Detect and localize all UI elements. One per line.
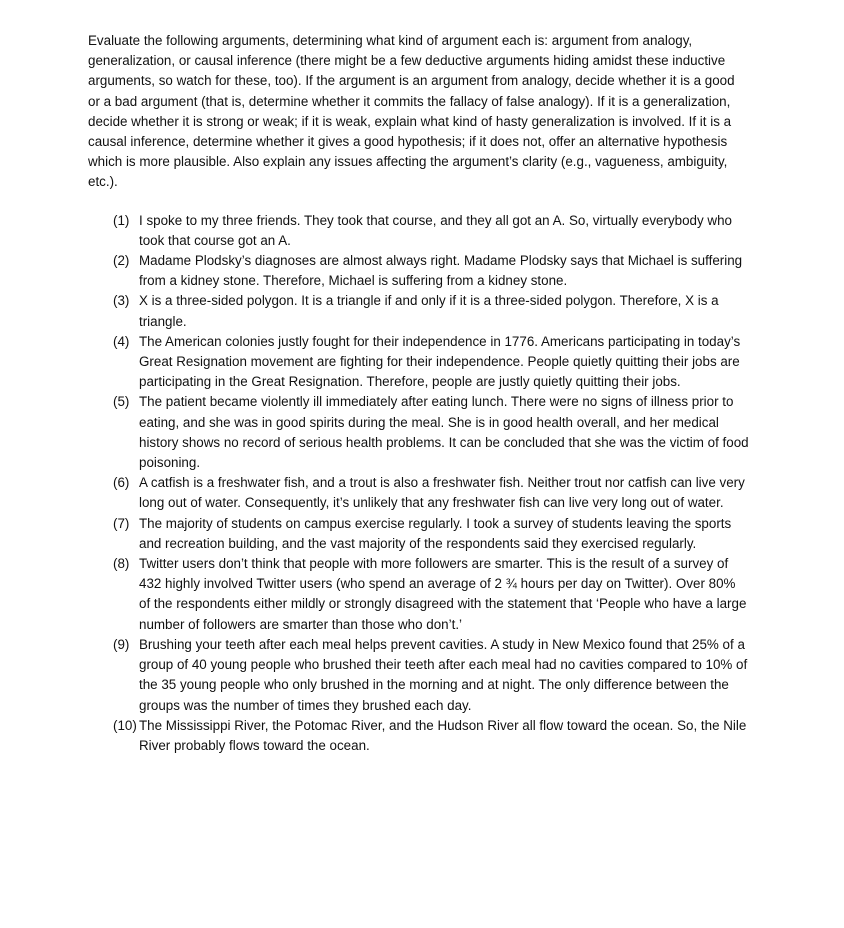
list-item	[113, 332, 750, 393]
item-number: (10)	[113, 717, 137, 733]
item-text: Brushing your teeth after each meal helps prevent cavities. A study in New Mexico found that 25% of a group of 40 young people who brushed their teeth after each meal had no cavities compared to 10% of the 35 young people who only brushed in the morning and at night. The only difference between the groups was the number of times they brushed each day.	[139, 636, 748, 713]
document-page	[88, 31, 750, 756]
item-number: (4)	[113, 333, 130, 349]
item-text: The Mississippi River, the Potomac River, and the Hudson River all flow toward the ocean. So, the Nile River probably flows toward the ocean.	[139, 717, 747, 753]
list-item	[113, 392, 750, 473]
item-text: X is a three-sided polygon. It is a triangle if and only if it is a three-sided polygon. Therefore, X is a triangle.	[139, 293, 719, 329]
item-number: (3)	[113, 293, 130, 309]
item-text: I spoke to my three friends. They took that course, and they all got an A. So, virtually everybody who took that course got an A.	[139, 212, 732, 248]
item-number: (6)	[113, 475, 130, 491]
item-number: (5)	[113, 394, 130, 410]
argument-list	[88, 211, 750, 756]
list-item	[113, 473, 750, 513]
list-item	[113, 716, 750, 756]
instructions-paragraph: Evaluate the following arguments, determining what kind of argument each is: argument from analogy, generalization, or causal inference (there might be a few deductive arguments hiding amidst these inductive arguments, so watch for these, too). If the argument is an argument from analogy, decide whether it is a good or a bad argument (that is, determine whether it commits the fallacy of false analogy). If it is a generalization, decide whether it is strong or weak; if it is weak, explain what kind of hasty generalization is involved. If it is a causal inference, determine whether it gives a good hypothesis; if it does not, offer an alternative hypothesis which is more plausible. Also explain any issues affecting the argument’s clarity (e.g., vagueness, ambiguity, etc.).	[88, 33, 735, 190]
item-number: (7)	[113, 515, 130, 531]
list-item	[113, 251, 750, 291]
item-number: (9)	[113, 636, 130, 652]
item-text: A catfish is a freshwater fish, and a trout is also a freshwater fish. Neither trout nor catfish can live very long out of water. Consequently, it’s unlikely that any freshwater fish can live very long out of water.	[139, 475, 745, 511]
item-text: The American colonies justly fought for their independence in 1776. Americans participating in today’s Great Resignation movement are fighting for their independence. People quietly quitting their jobs are participating in the Great Resignation. Therefore, people are justly quietly quitting their jobs.	[139, 333, 741, 390]
list-item	[113, 514, 750, 554]
item-text: The patient became violently ill immediately after eating lunch. There were no signs of illness prior to eating, and she was in good spirits during the meal. She is in good health overall, and her medical history shows no record of serious health problems. It can be concluded that she was the victim of food poisoning.	[139, 394, 749, 471]
list-item	[113, 635, 750, 716]
item-number: (8)	[113, 556, 130, 572]
item-text: The majority of students on campus exercise regularly. I took a survey of students leaving the sports and recreation building, and the vast majority of the respondents said they exercised regularly.	[139, 515, 732, 551]
list-item	[113, 291, 750, 331]
item-number: (1)	[113, 212, 130, 228]
item-number: (2)	[113, 253, 130, 269]
item-text: Twitter users don’t think that people with more followers are smarter. This is the result of a survey of 432 highly involved Twitter users (who spend an average of 2 ¾ hours per day on Twitter). Over 80% of the respondents either mildly or strongly disagreed with the statement that ‘People who have a large number of followers are smarter than those who don’t.’	[139, 556, 747, 632]
list-item	[113, 554, 750, 635]
list-item	[113, 211, 750, 251]
item-text: Madame Plodsky’s diagnoses are almost always right. Madame Plodsky says that Michael is suffering from a kidney stone. Therefore, Michael is suffering from a kidney stone.	[139, 253, 743, 289]
